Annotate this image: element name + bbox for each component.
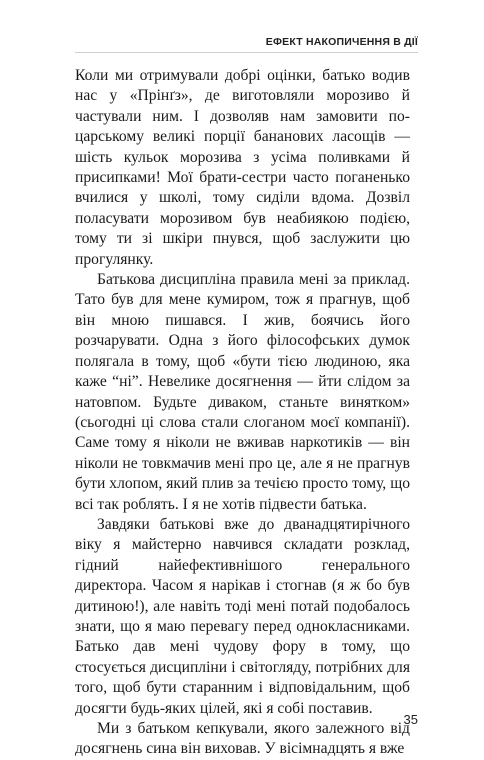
paragraph: Завдяки батькові вже до дванадцятирічного віку я майстерно навчився складати розклад, гідний найефективнішого генерального директора. Часом я нарікав і стогнав (я ж бо був дитиною!), але навіть тоді мені потай подобалось знати, що я маю перевагу перед однокласниками. Батько дав мені чудову фору в тому, що стосується дисципліни і світогляду, потрібних для того, щоб бути старанним і відповідальним, щоб досягти будь-яких цілей, які я собі поставив.: [75, 515, 410, 717]
header-rule: [75, 52, 418, 53]
paragraph: Коли ми отримували добрі оцінки, батько водив нас у «Прінґз», де виготовляли морозиво й частували ним. І дозволяв нам замовити по-царському великі порції бананових ласощів — шість кульок морозива з усіма поливками й присипками! Мої брати-сестри часто поганенько вчилися у школі, тому сиділи вдома. Дозвіл поласувати морозивом був неабиякою подією, тому ти зі шкіри пнувся, щоб заслужити цю прогулянку.: [75, 67, 410, 268]
body-text: [75, 66, 410, 760]
page-number: 35: [403, 712, 418, 727]
paragraph: Батькова дисципліна правила мені за приклад. Тато був для мене кумиром, тож я прагнув, щоб він мною пишався. І жив, боячись його розчарувати. Одна з його філософських думок полягала в тому, щоб «бути тією людиною, яка каже “ні”. Невелике досягнення — йти слідом за натовпом. Будьте диваком, станьте винятком» (сьогодні ці слова стали слоганом моєї компанії). Саме тому я ніколи не вживав наркотиків — він ніколи не товкмачив мені про це, але я не прагнув бути хлопом, який плив за течією просто тому, що всі так роблять. І я не хотів підвести батька.: [75, 271, 410, 513]
running-head: ЕФЕКТ НАКОПИЧЕННЯ В ДІЇ: [265, 36, 418, 48]
paragraph: Ми з батьком кепкували, якого залежного від досягнень сина він виховав. У вісімнадцять я вже: [75, 720, 410, 758]
